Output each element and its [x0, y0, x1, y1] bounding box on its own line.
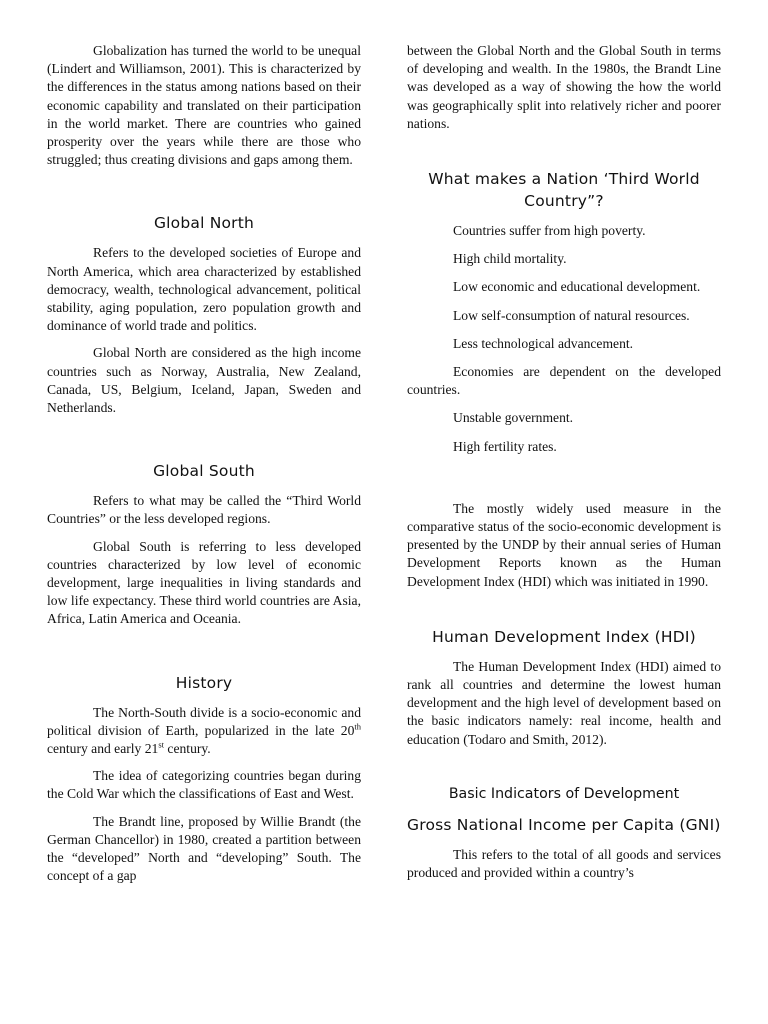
history-paragraph-3: The Brandt line, proposed by Willie Brandt (the German Chancellor) in 1980, created a partition between the “developed” North and “developing” South. The concept of a gap [47, 813, 361, 884]
undp-paragraph: The mostly widely used measure in the comparative status of the socio-economic development is presented by the UNDP by their annual series of Human Development Reports known as the Human Development Index (HDI) which was initiated in 1990. [407, 500, 721, 589]
right-column [407, 42, 721, 891]
third-world-item: Less technological advancement. [453, 335, 634, 351]
continuation-paragraph: between the Global North and the Global South in terms of developing and wealth. In the 1980s, the Brandt Line was developed as a way of showing the how the world was geographically split into relatively richer and poorer nations. [407, 43, 721, 131]
history-paragraph-2: The idea of categorizing countries began during the Cold War which the classifications of East and West. [47, 768, 361, 802]
basic-indicators-heading: Basic Indicators of Development [448, 785, 680, 802]
hdi-paragraph: The Human Development Index (HDI) aimed to rank all countries and determine the lowest human development and the high level of development based on the basic indicators namely: real income, health and education (Todaro and Smith, 2012). [407, 658, 721, 747]
third-world-item: Economies are dependent on the developed countries. [407, 364, 721, 398]
hdi-heading: Human Development Index (HDI) [432, 627, 696, 646]
intro-paragraph: Globalization has turned the world to be unequal (Lindert and Williamson, 2001). This is characterized by the differences in the status among nations based on their economic capability and translated on their participation in the world market. There are countries who gained prosperity over the years while there are those who struggled; thus creating divisions and gaps among them. [47, 43, 361, 168]
history-paragraph-1: The North-South divide is a socio-economic and political division of Earth, popularized in the late 20th century and early 21st century. [47, 704, 361, 757]
third-world-item: High child mortality. [453, 251, 567, 267]
global-north-paragraph-2: Global North are considered as the high income countries such as Norway, Australia, New Zealand, Canada, US, Belgium, Iceland, Japan, Sweden and Netherlands. [47, 345, 361, 416]
third-world-item: Unstable government. [453, 410, 574, 426]
third-world-item: High fertility rates. [453, 438, 557, 454]
gni-paragraph: This refers to the total of all goods and services produced and provided within a country’s [407, 846, 721, 881]
third-world-heading: What makes a Nation ‘Third World Country”? [428, 170, 700, 211]
third-world-item: Countries suffer from high poverty. [453, 223, 646, 239]
global-south-paragraph-2: Global South is referring to less developed countries characterized by low level of economic development, large inequalities in living standards and low life expectancy. These third world countries are Asia, Africa, Latin America and Oceania. [47, 538, 361, 627]
third-world-item: Low self-consumption of natural resources. [453, 307, 690, 323]
global-south-paragraph-1: Refers to what may be called the “Third World Countries” or the less developed regions. [47, 493, 361, 527]
global-north-heading: Global North [153, 214, 255, 233]
global-north-paragraph-1: Refers to the developed societies of Europe and North America, which area characterized by established democracy, wealth, technological advancement, political stability, aging population, zero population growth and dominance of world trade and politics. [47, 245, 361, 334]
gni-heading: Gross National Income per Capita (GNI) [407, 815, 721, 834]
global-south-heading: Global South [153, 462, 255, 481]
history-heading: History [175, 673, 233, 692]
third-world-item: Low economic and educational development. [453, 279, 701, 295]
left-column [47, 42, 361, 895]
